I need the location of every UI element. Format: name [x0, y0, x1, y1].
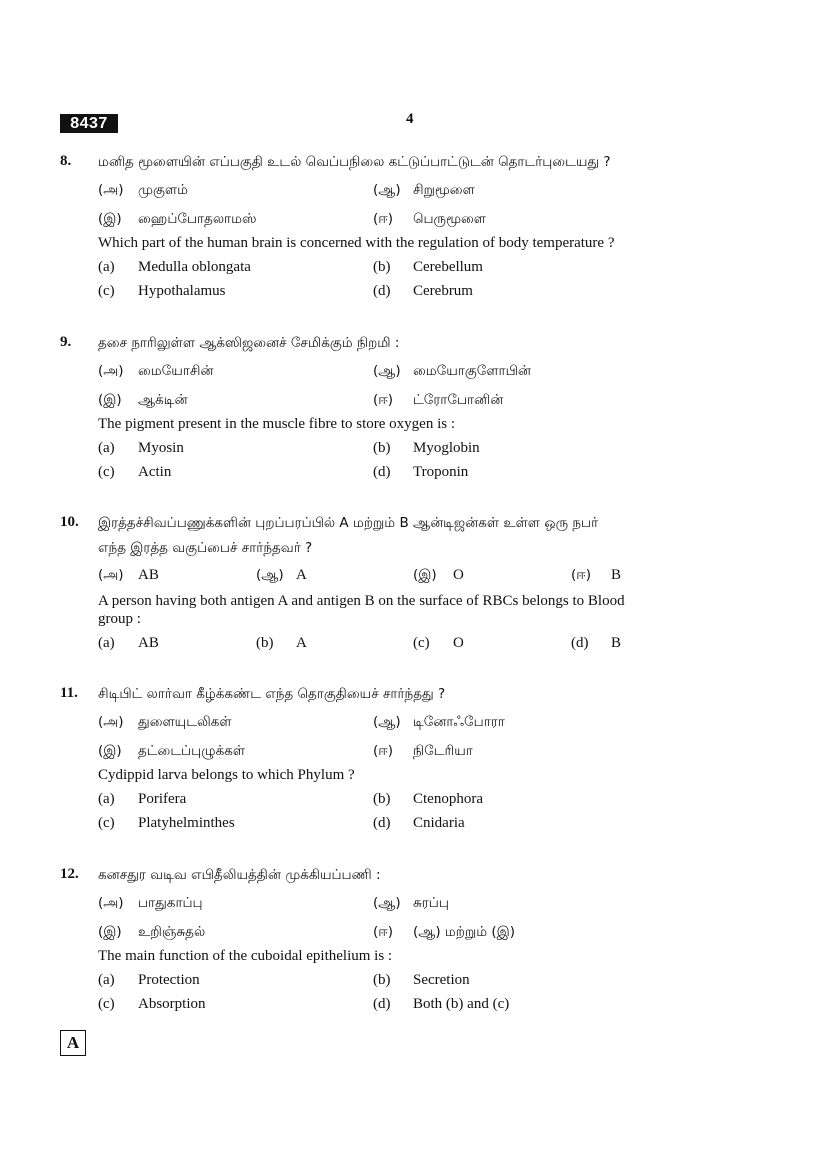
question-number: 10. — [60, 514, 79, 530]
tamil-option: (இ) ஹைப்போதலாமஸ் — [98, 211, 257, 227]
tamil-option: (அ) பாதுகாப்பு — [98, 895, 203, 911]
question-number: 9. — [60, 334, 72, 350]
tamil-option: (இ) ஆக்டின் — [98, 392, 188, 408]
tamil-option: (அ) AB — [98, 567, 159, 583]
question-text-tamil: தசை நாரிலுள்ள ஆக்ஸிஜனைச் சேமிக்கும் நிறமி : — [98, 335, 400, 351]
tamil-option: (இ) தட்டைப்புழுக்கள் — [98, 743, 246, 759]
tamil-option: (அ) துளையுடலிகள் — [98, 714, 232, 730]
question-number: 11. — [60, 685, 78, 701]
tamil-option: (ஆ) A — [256, 567, 307, 583]
page-number: 4 — [406, 111, 414, 127]
question-text-tamil: சிடிபிட் லார்வா கீழ்க்கண்ட எந்த தொகுதியைச் சார்ந்தது ? — [98, 686, 446, 702]
tamil-option: (ஆ) சுரப்பு — [373, 895, 449, 911]
english-option: (b) Ctenophora — [373, 791, 483, 807]
tamil-option: (ஈ) பெருமூளை — [373, 211, 486, 227]
english-option: (d) Troponin — [373, 464, 469, 480]
question-text-english: Cydippid larva belongs to which Phylum ? — [98, 767, 355, 783]
english-option: (d) Cnidaria — [373, 815, 465, 831]
english-option: (a) Medulla oblongata — [98, 259, 251, 275]
english-option: (a) AB — [98, 635, 159, 651]
question-text-english-line2: group : — [98, 611, 141, 627]
tamil-option: (அ) மையோசின் — [98, 363, 214, 379]
english-option: (d) Both (b) and (c) — [373, 996, 510, 1012]
tamil-option: (ஈ) ட்ரோபோனின் — [373, 392, 504, 408]
english-option: (c) Absorption — [98, 996, 206, 1012]
tamil-option: (ஆ) மையோகுளோபின் — [373, 363, 531, 379]
english-option: (d) Cerebrum — [373, 283, 473, 299]
english-option: (b) A — [256, 635, 307, 651]
question-text-english: The main function of the cuboidal epithelium is : — [98, 948, 393, 964]
english-option: (b) Secretion — [373, 972, 470, 988]
tamil-option: (ஈ) (ஆ) மற்றும் (இ) — [373, 924, 516, 940]
tamil-option: (ஈ) B — [571, 567, 622, 583]
tamil-option: (இ) உறிஞ்சுதல் — [98, 924, 206, 940]
question-text-tamil-line1: இரத்தச்சிவப்பணுக்களின் புறப்பரப்பில் A மற்றும் B ஆன்டிஜன்கள் உள்ள ஒரு நபர் — [98, 515, 599, 531]
english-option: (a) Myosin — [98, 440, 184, 456]
english-option: (c) Platyhelminthes — [98, 815, 235, 831]
english-option: (a) Porifera — [98, 791, 187, 807]
question-number: 12. — [60, 866, 79, 882]
question-text-tamil-line2: எந்த இரத்த வகுப்பைச் சார்ந்தவர் ? — [98, 540, 313, 556]
tamil-option: (இ) O — [413, 567, 464, 583]
english-option: (b) Cerebellum — [373, 259, 483, 275]
question-number: 8. — [60, 153, 72, 169]
tamil-option: (ஆ) சிறுமூளை — [373, 182, 475, 198]
english-option: (b) Myoglobin — [373, 440, 480, 456]
tamil-option: (அ) முகுளம் — [98, 182, 188, 198]
question-text-english: The pigment present in the muscle fibre to store oxygen is : — [98, 416, 455, 432]
english-option: (c) Actin — [98, 464, 172, 480]
question-text-english-line1: A person having both antigen A and antigen B on the surface of RBCs belongs to Blood — [98, 593, 625, 609]
english-option: (c) Hypothalamus — [98, 283, 226, 299]
tamil-option: (ஈ) நிடேரியா — [373, 743, 473, 759]
booklet-series-box: A — [60, 1030, 86, 1056]
question-text-tamil: மனித மூளையின் எப்பகுதி உடல் வெப்பநிலை கட்டுப்பாட்டுடன் தொடர்புடையது ? — [98, 154, 611, 170]
tamil-option: (ஆ) டினோஃபோரா — [373, 714, 505, 730]
question-text-english: Which part of the human brain is concerned with the regulation of body temperature ? — [98, 235, 615, 251]
english-option: (c) O — [413, 635, 464, 651]
question-text-tamil: கனசதுர வடிவ எபிதீலியத்தின் முக்கியப்பணி : — [98, 867, 381, 883]
english-option: (a) Protection — [98, 972, 200, 988]
paper-code: 8437 — [60, 114, 118, 133]
english-option: (d) B — [571, 635, 622, 651]
